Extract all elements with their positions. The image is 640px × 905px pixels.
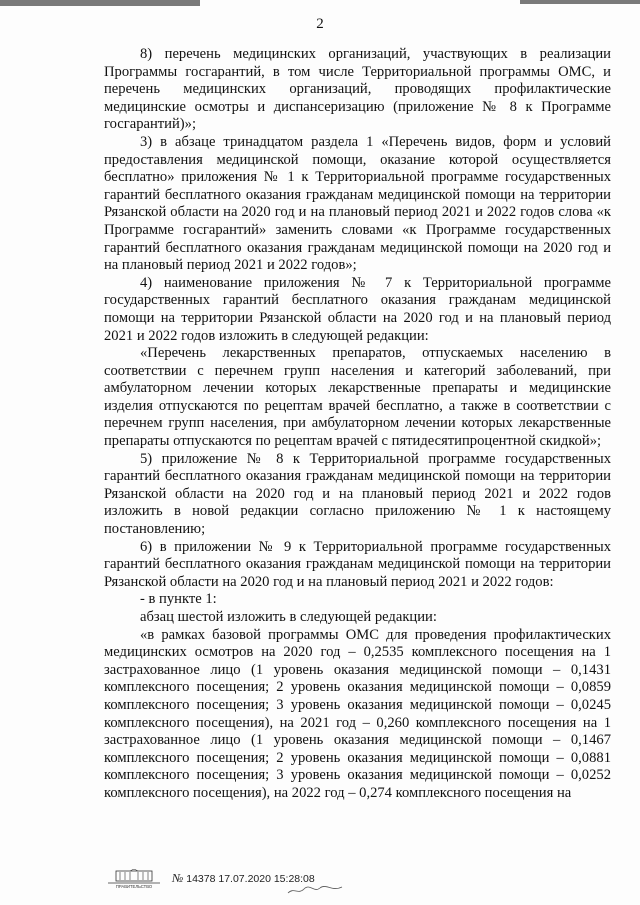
paragraph-abzac-6: абзац шестой изложить в следующей редакции: [140,609,437,625]
doc-number: 14378 [186,873,216,885]
handwritten-mark-icon [286,883,346,897]
paragraph-quote-title: «Перечень лекарственных препаратов, отпускаемых населению в соответствии с перечнем групп населения и категорий заболеваний, при амбулаторном лечении которых лекарственные препараты и медицинские изделия отпускаются по рецептам врачей бесплатно, а также в соответствии с перечнем групп населения, при амбулаторном лечении которых лекарственные препараты отпускаются по рецептам врачей с пятидесятипроцентной скидкой»; [104,345,611,450]
scan-edge-right [520,0,640,4]
page-number: 2 [316,16,324,32]
seal-caption: ПРАВИТЕЛЬСТВО [115,884,153,889]
document-footer [106,861,406,897]
paragraph-point-5: 5) приложение № 8 к Территориальной программе государственных гарантий бесплатного оказания гражданам медицинской помощи на территории Рязанской области на 2020 год и на плановый период 2021 и 2022 годов изложить в новой редакции согласно приложению № 1 к настоящему постановлению; [104,450,611,538]
paragraph-item-8: 8) перечень медицинских организаций, участвующих в реализации Программы госгарантий, в том числе Территориальной программы ОМС, и перечень медицинских организаций, проводящих профилактические медицинские осмотры и диспансеризацию (приложение № 8 к Программе госгарантий)»; [104,46,611,133]
paragraph-quote-oms: «в рамках базовой программы ОМС для проведения профилактических медицинских осмотров на 2020 год – 0,2535 комплексного посещения на 1 застрахованное лицо (1 уровень оказания медицинской помощи – 0,1431 комплексного посещения; 2 уровень оказания медицинской помощи – 0,0859 комплексного посещения; 3 уровень оказания медицинской помощи – 0,0245 комплексного посещения), на 2021 год – 0,260 комплексного посещения на 1 застрахованное лицо (1 уровень оказания медицинской помощи – 0,1467 комплексного посещения; 2 уровень оказания медицинской помощи – 0,0881 комплексного посещения; 3 уровень оказания медицинской помощи – 0,0252 комплексного посещения), на 2022 год – 0,274 комплексного посещения на [104,626,611,801]
document-body [104,46,611,803]
scan-edge-left [0,0,200,6]
doc-timestamp: 17.07.2020 15:28:08 [218,873,315,885]
doc-number-prefix: № [172,871,184,885]
paragraph-point-4: 4) наименование приложения № 7 к Территориальной программе государственных гарантий бесплатного оказания гражданам медицинской помощи на территории Рязанской области на 2020 год и на плановый период 2021 и 2022 годов изложить в следующей редакции: [104,274,611,344]
paragraph-point-3: 3) в абзаце тринадцатом раздела 1 «Перечень видов, форм и условий предоставления медицинской помощи, оказание которой осуществляется бесплатно» приложения № 1 к Территориальной программе государственных гарантий бесплатного оказания гражданам медицинской помощи на территории Рязанской области на 2020 год и на плановый период 2021 и 2022 годов слова «к Программе госгарантий» заменить словами «к Программе государственных гарантий бесплатного оказания гражданам медицинской помощи на 2020 год и на плановый период 2021 и 2022 годов»; [104,133,611,274]
paragraph-point-6: 6) в приложении № 9 к Территориальной программе государственных гарантий бесплатного оказания гражданам медицинской помощи на территории Рязанской области на 2020 год и на плановый период 2021 и 2022 годов: [104,538,611,590]
paragraph-subpoint-1: - в пункте 1: [140,591,217,608]
government-seal-icon [106,869,162,889]
